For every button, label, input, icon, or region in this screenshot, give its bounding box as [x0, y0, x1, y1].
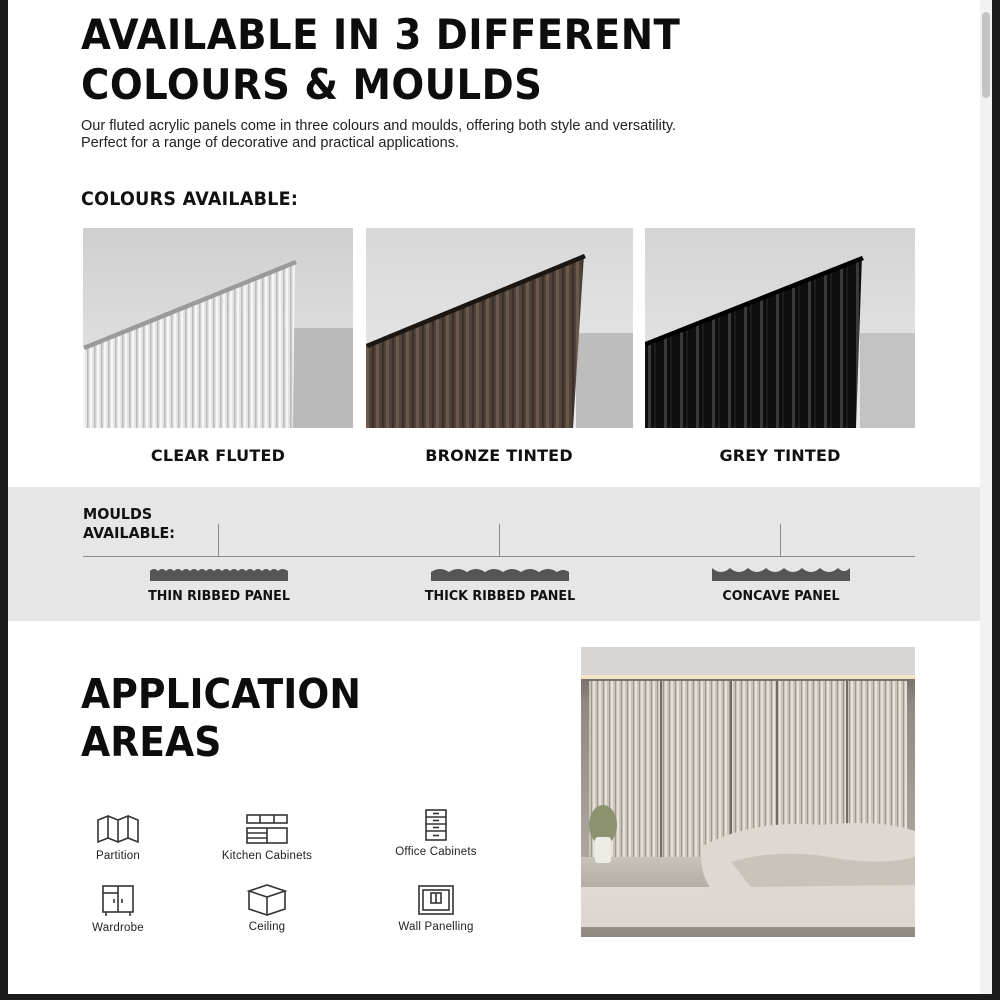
scrollbar-thumb[interactable]: [982, 12, 990, 98]
office-cabinets-icon: [412, 808, 460, 842]
intro-text: [81, 118, 941, 152]
application-kitchen-cabinets: [197, 812, 337, 862]
application-wall-panelling: [366, 883, 506, 933]
intro-line-2: Perfect for a range of decorative and practical applications.: [81, 135, 460, 151]
application-heading-line-2: AREAS: [81, 718, 222, 766]
bronze-tinted-caption: BRONZE TINTED: [425, 446, 573, 465]
title-line-1: AVAILABLE IN 3 DIFFERENT: [81, 10, 681, 59]
wardrobe-icon: [94, 884, 142, 918]
partition-icon: [94, 812, 142, 846]
product-page: [8, 0, 992, 994]
title-line-2: COLOURS & MOULDS: [81, 60, 543, 109]
page-title: [81, 10, 680, 110]
thin-ribbed-profile: [150, 567, 288, 581]
mould-marker-thick: [499, 524, 500, 556]
bronze-tinted-image: [366, 228, 633, 428]
mould-marker-thin: [218, 524, 219, 556]
partition-label: Partition: [96, 850, 140, 862]
moulds-heading: [83, 505, 175, 543]
application-ceiling: [197, 883, 337, 933]
wall-panelling-icon: [412, 883, 460, 917]
bedroom-photo: [581, 647, 915, 937]
application-partition: [48, 812, 188, 862]
concave-caption: CONCAVE PANEL: [722, 588, 840, 604]
application-wardrobe: [48, 884, 188, 934]
colours-heading: COLOURS AVAILABLE:: [81, 188, 299, 210]
clear-fluted-caption: CLEAR FLUTED: [150, 446, 286, 465]
grey-tinted-caption: GREY TINTED: [719, 446, 841, 465]
kitchen-cabinets-label: Kitchen Cabinets: [221, 850, 313, 862]
application-office-cabinets: [366, 808, 506, 858]
thin-ribbed-caption: THIN RIBBED PANEL: [148, 588, 290, 604]
mould-marker-concave: [780, 524, 781, 556]
thick-ribbed-profile: [431, 567, 569, 581]
moulds-section: [8, 487, 980, 621]
ceiling-label: Ceiling: [248, 921, 286, 933]
moulds-heading-line-2: AVAILABLE:: [83, 524, 176, 542]
kitchen-cabinets-icon: [243, 812, 291, 846]
bottom-edge: [0, 994, 1000, 1000]
wardrobe-label: Wardrobe: [92, 922, 144, 934]
moulds-heading-line-1: MOULDS: [83, 505, 153, 523]
ceiling-icon: [243, 883, 291, 917]
concave-profile: [712, 567, 850, 581]
office-cabinets-label: Office Cabinets: [395, 846, 477, 858]
application-heading-line-1: APPLICATION: [81, 670, 361, 718]
wall-panelling-label: Wall Panelling: [398, 921, 474, 933]
clear-fluted-image: [83, 228, 353, 428]
grey-tinted-image: [645, 228, 915, 428]
moulds-divider: [83, 556, 915, 557]
thick-ribbed-caption: THICK RIBBED PANEL: [424, 588, 576, 604]
scrollbar[interactable]: [980, 0, 992, 994]
application-areas-heading: [81, 670, 361, 766]
intro-line-1: Our fluted acrylic panels come in three colours and moulds, offering both style and versatility.: [81, 118, 677, 134]
